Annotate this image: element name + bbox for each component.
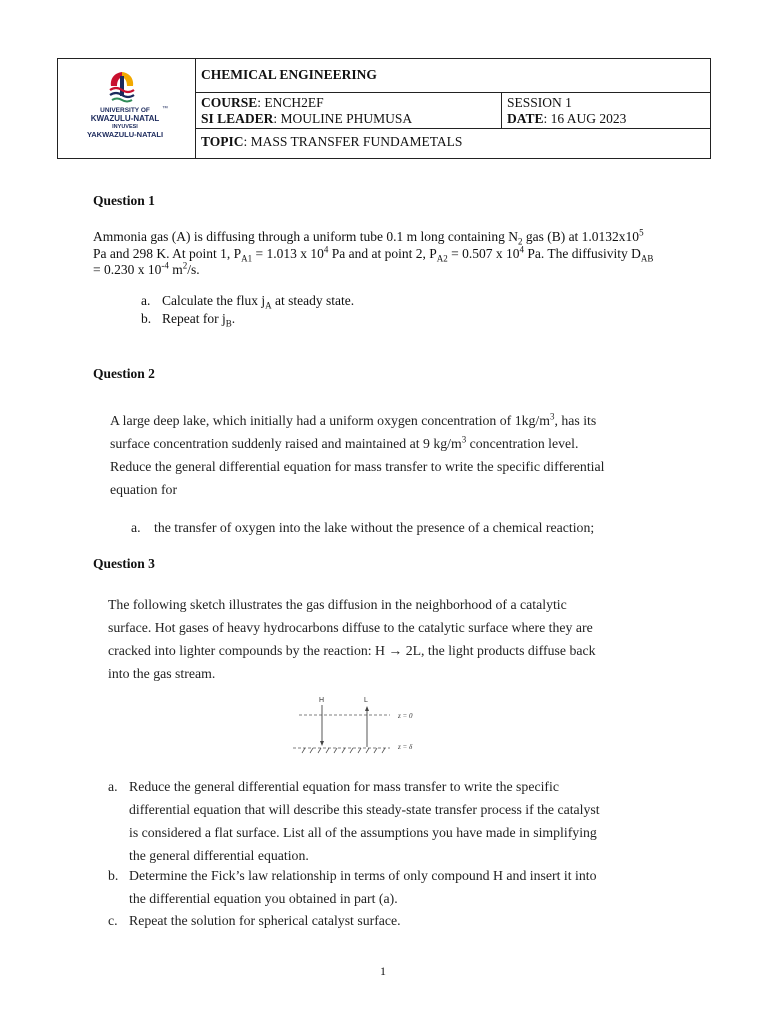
h-arrow-head (320, 741, 324, 746)
q3-item-a: Reduce the general differential equation for mass transfer to write the specific differential equation that will describe this steady-state transfer process if the catalyst is considered a flat surface. List all of the assumptions you have made in simplifying the general differential equation. (129, 779, 600, 863)
question-3-text: The following sketch illustrates the gas diffusion in the neighborhood of a catalytic surface. Hot gases of heavy hydrocarbons diffuse to the catalytic surface where they are cracked into lighter compounds by the reaction: H → 2L, the light products diffuse back into the gas stream. (108, 597, 596, 681)
logo-text: UNIVERSITY OF (100, 107, 150, 114)
header-divider (195, 58, 196, 159)
q3-item-letter: c. (108, 913, 118, 928)
q2-item-letter: a. (131, 520, 141, 535)
sketch-label-h: H (319, 697, 325, 704)
department-title: CHEMICAL ENGINEERING (201, 67, 377, 82)
catalyst-sketch (285, 692, 435, 758)
si-leader-line: SI LEADER: MOULINE PHUMUSA (201, 111, 413, 126)
page-number: 1 (380, 964, 386, 978)
q1-item-b: Repeat for $j_B$. (162, 311, 236, 329)
question-1-heading: Question 1 (93, 193, 155, 208)
q3-item-b: Determine the Fick’s law relationship in terms of only compound H and insert it into the differential equation you obtained in part (a). (129, 868, 597, 906)
question-3-heading: Question 3 (93, 556, 155, 571)
date-line: DATE: 16 AUG 2023 (507, 111, 627, 126)
question-1-text: Ammonia gas (A) is diffusing through a uniform tube 0.1 m long containing $N_2$ gas (B) at $1.0132x10^5$ Pa and 298 K. At point 1, $P_{A1} = 1.013$ x $10^4$ Pa and at point 2, $P_{A2} = 0.507$ x $10^4$ Pa. The diffusivity $D_{AB}$ = 0.230 x $10^{-4}$ $m^2/s$. (93, 227, 654, 277)
q1-item-letter: a. (141, 293, 151, 308)
logo-text: ™ (162, 106, 168, 112)
q3-item-letter: b. (108, 868, 119, 883)
header-divider (195, 128, 711, 129)
sketch-label-zd: z = δ (398, 743, 413, 751)
question-2-text: A large deep lake, which initially had a uniform oxygen concentration of $1kg/m^3$, has its surface concentration suddenly raised and maintained at 9 $kg/m^3$ concentration level. Reduce the general differential equation for mass transfer to write the specific differential equation for (110, 411, 605, 497)
logo-text: YAKWAZULU-NATALI (86, 130, 164, 139)
surface-hatching (302, 748, 385, 753)
logo-text: INYUVESI (112, 124, 138, 130)
q3-item-letter: a. (108, 779, 118, 794)
header-divider (195, 92, 711, 93)
l-arrow-head (365, 706, 369, 711)
q1-item-a: Calculate the flux $j_A$ at steady state. (162, 293, 355, 311)
university-logo (100, 70, 144, 106)
logo-text: KWAZULU-NATAL (90, 114, 160, 123)
q1-item-letter: b. (141, 311, 152, 326)
course-line: COURSE: ENCH2EF (201, 95, 324, 110)
q2-item-a: the transfer of oxygen into the lake without the presence of a chemical reaction; (154, 520, 595, 535)
question-2-heading: Question 2 (93, 366, 155, 381)
q3-item-c: Repeat the solution for spherical catalyst surface. (129, 913, 401, 928)
header-divider (501, 92, 502, 129)
sketch-label-z0: z = 0 (398, 712, 413, 720)
topic-line: TOPIC: MASS TRANSFER FUNDAMETALS (201, 134, 463, 149)
sketch-label-l: L (364, 697, 368, 704)
session-label: SESSION 1 (507, 95, 572, 110)
